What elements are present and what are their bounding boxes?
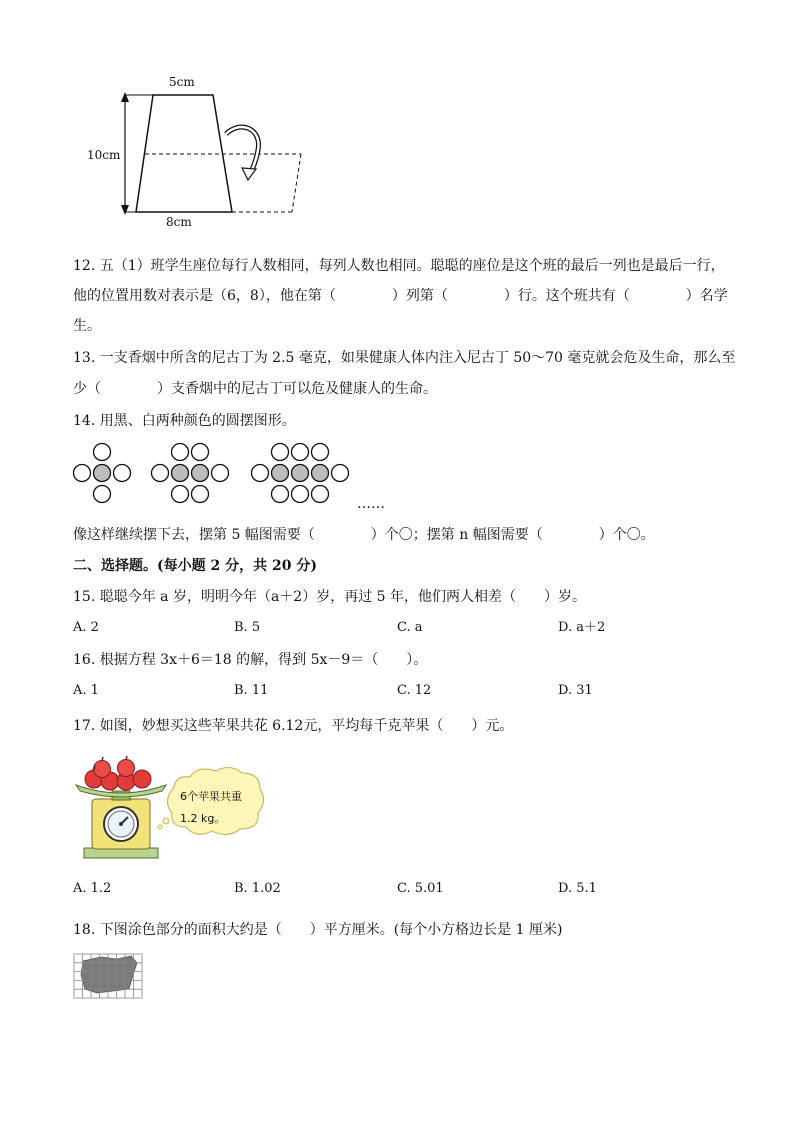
pattern-circle bbox=[332, 465, 349, 482]
apple-icon bbox=[94, 761, 111, 778]
pattern-circle bbox=[212, 465, 229, 482]
q15-option-d[interactable]: D. a＋2 bbox=[558, 620, 606, 635]
q13-line2: 少（ ）支香烟中的尼古丁可以危及健康人的生命。 bbox=[73, 381, 437, 397]
q17-option-a[interactable]: A. 1.2 bbox=[73, 881, 112, 896]
pattern-circle bbox=[192, 444, 209, 461]
pattern-circle bbox=[94, 444, 111, 461]
q16-option-c[interactable]: C. 12 bbox=[397, 683, 432, 698]
q14-line2: 像这样继续摆下去，摆第 5 幅图需要（ ）个〇；摆第 n 幅图需要（ ）个〇。 bbox=[73, 527, 655, 543]
pattern-circle bbox=[192, 465, 209, 482]
q13-line1: 13. 一支香烟中所含的尼古丁为 2.5 毫克，如果健康人体内注入尼古丁 50～70 毫克就会危及生命，那么至 bbox=[73, 350, 736, 366]
apple-icon bbox=[133, 770, 151, 788]
apple-icon bbox=[118, 760, 135, 777]
pattern-circle bbox=[192, 486, 209, 503]
trapezoid-bottom-label: 8cm bbox=[166, 215, 192, 229]
q16-stem: 16. 根据方程 3x＋6＝18 的解，得到 5x－9＝（ ）。 bbox=[73, 652, 428, 668]
q12-line2: 他的位置用数对表示是（6，8），他在第（ ）列第（ ）行。这个班共有（ ）名学 bbox=[73, 288, 728, 304]
q16-option-d[interactable]: D. 31 bbox=[558, 683, 593, 698]
pattern-circle bbox=[312, 465, 329, 482]
pattern-circle bbox=[172, 444, 189, 461]
pattern-circle bbox=[172, 465, 189, 482]
pattern-circle bbox=[312, 444, 329, 461]
q17-bubble-line2: 1.2 kg。 bbox=[180, 812, 226, 825]
apple-scale-illustration bbox=[70, 755, 270, 865]
circle-pattern-figure bbox=[70, 440, 360, 508]
pattern-circle bbox=[272, 444, 289, 461]
q17-option-d[interactable]: D. 5.1 bbox=[558, 881, 597, 896]
q15-option-c[interactable]: C. a bbox=[397, 620, 423, 635]
q17-option-c[interactable]: C. 5.01 bbox=[397, 881, 444, 896]
q15-stem: 15. 聪聪今年 a 岁，明明今年（a＋2）岁，再过 5 年，他们两人相差（ ）岁。 bbox=[73, 589, 587, 605]
pattern-circle bbox=[94, 486, 111, 503]
pattern-circle bbox=[272, 465, 289, 482]
pattern-circle bbox=[114, 465, 131, 482]
pattern-circle bbox=[272, 486, 289, 503]
q15-option-b[interactable]: B. 5 bbox=[234, 620, 261, 635]
q12-line3: 生。 bbox=[73, 318, 101, 334]
pattern-circle bbox=[172, 486, 189, 503]
q16-option-a[interactable]: A. 1 bbox=[73, 683, 99, 698]
pattern-circle bbox=[152, 465, 169, 482]
q14-ellipsis: …… bbox=[357, 496, 385, 512]
pattern-circle bbox=[252, 465, 269, 482]
q15-option-a[interactable]: A. 2 bbox=[73, 620, 99, 635]
q18-stem: 18. 下图涂色部分的面积大约是（ ）平方厘米。(每个小方格边长是 1 厘米) bbox=[73, 922, 563, 938]
pattern-circle bbox=[292, 444, 309, 461]
q17-bubble-line1: 6个苹果共重 bbox=[180, 790, 242, 803]
pattern-circle bbox=[292, 486, 309, 503]
section2-heading: 二、选择题。(每小题 2 分，共 20 分) bbox=[73, 558, 317, 574]
q12-line1: 12. 五（1）班学生座位每行人数相同，每列人数也相同。聪聪的座位是这个班的最后一列也是最后一行， bbox=[73, 258, 725, 274]
q17-option-b[interactable]: B. 1.02 bbox=[234, 881, 281, 896]
trapezoid-top-label: 5cm bbox=[169, 75, 195, 89]
pattern-circle bbox=[312, 486, 329, 503]
q16-option-b[interactable]: B. 11 bbox=[234, 683, 269, 698]
pattern-circle bbox=[74, 465, 91, 482]
q14-line1: 14. 用黑、白两种颜色的圆摆图形。 bbox=[73, 413, 296, 429]
pattern-circle bbox=[94, 465, 111, 482]
shaded-grid-figure bbox=[73, 953, 145, 1001]
q17-stem: 17. 如图，妙想买这些苹果共花 6.12元，平均每千克苹果（ ）元。 bbox=[73, 718, 514, 734]
pattern-circle bbox=[292, 465, 309, 482]
trapezoid-left-label: 10cm bbox=[87, 148, 121, 162]
